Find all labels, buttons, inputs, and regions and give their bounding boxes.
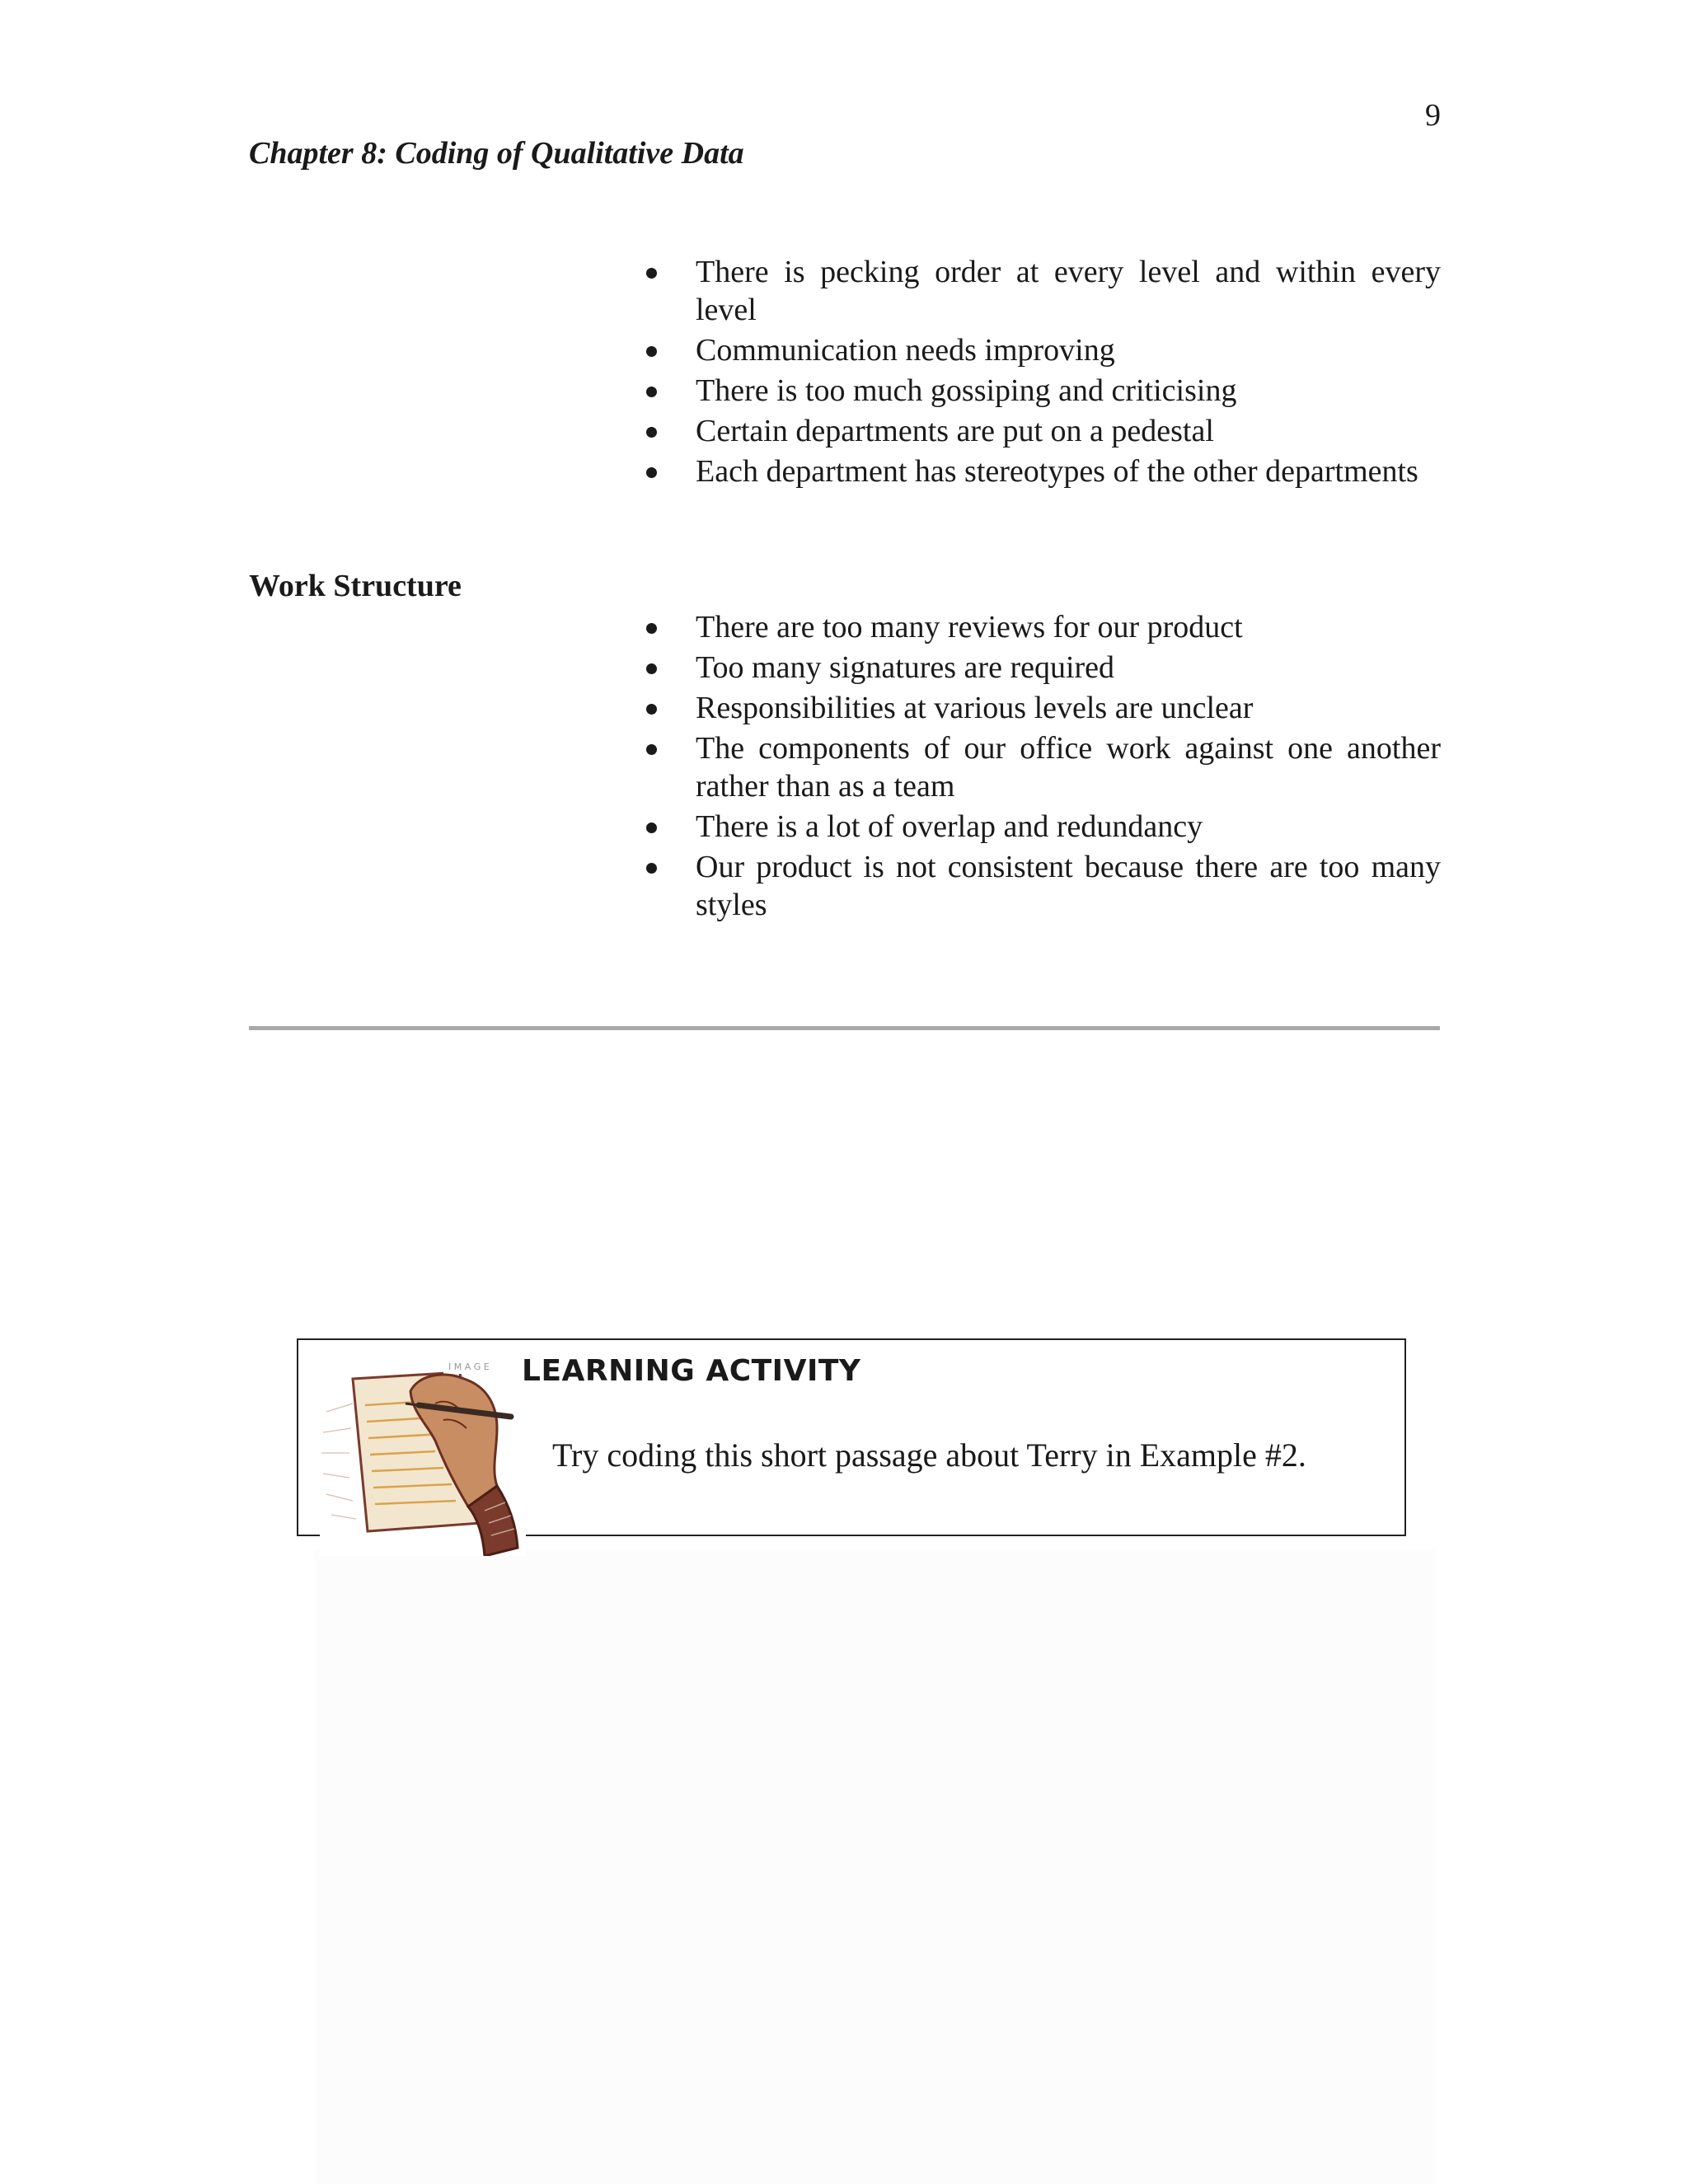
learning-activity-text: Try coding this short passage about Terry in Example #2. xyxy=(552,1436,1306,1474)
list-item xyxy=(641,848,1441,924)
list-item xyxy=(641,689,1441,727)
bullet-list-work-structure xyxy=(641,608,1441,926)
list-item-text: There is too much gossiping and criticising xyxy=(696,373,1237,408)
horizontal-divider xyxy=(249,1026,1440,1030)
list-item-text: Responsibilities at various levels are unclear xyxy=(696,691,1254,725)
list-item-text: There is pecking order at every level and within every level xyxy=(696,255,1441,327)
list-item-text: Each department has stereotypes of the other departments xyxy=(696,454,1418,489)
hand-writing-on-paper-icon xyxy=(320,1354,526,1556)
list-item-text: The components of our office work against one another rather than as a team xyxy=(696,731,1441,804)
list-item xyxy=(641,412,1441,450)
list-item xyxy=(641,372,1441,410)
bullet-icon xyxy=(646,663,657,674)
list-item-text: There are too many reviews for our product xyxy=(696,610,1243,644)
list-item xyxy=(641,808,1441,846)
list-item-text: Too many signatures are required xyxy=(696,650,1115,685)
list-item-text: Certain departments are put on a pedestal xyxy=(696,414,1214,448)
list-item-text: Communication needs improving xyxy=(696,333,1115,368)
list-item xyxy=(641,729,1441,805)
bullet-icon xyxy=(646,863,657,874)
bullet-list-communication xyxy=(641,253,1441,493)
list-item xyxy=(641,253,1441,329)
list-item xyxy=(641,331,1441,369)
bullet-icon xyxy=(646,704,657,715)
section-label-work-structure: Work Structure xyxy=(249,569,462,603)
list-item-text: There is a lot of overlap and redundancy xyxy=(696,809,1203,844)
list-item-text: Our product is not consistent because there are too many styles xyxy=(696,850,1441,922)
list-item xyxy=(641,452,1441,490)
page-number: 9 xyxy=(1425,98,1441,133)
illustration-label: I M A G E xyxy=(448,1361,490,1372)
bullet-icon xyxy=(646,623,657,634)
bullet-icon xyxy=(646,387,657,397)
chapter-title: Chapter 8: Coding of Qualitative Data xyxy=(249,136,744,171)
bullet-icon xyxy=(646,823,657,833)
list-item xyxy=(641,608,1441,646)
bullet-icon xyxy=(646,467,657,478)
bullet-icon xyxy=(646,744,657,755)
bullet-icon xyxy=(646,346,657,357)
page-background-shade xyxy=(315,1549,1436,2184)
bullet-icon xyxy=(646,427,657,438)
list-item xyxy=(641,649,1441,687)
learning-activity-heading: LEARNING ACTIVITY xyxy=(522,1354,861,1388)
bullet-icon xyxy=(646,268,657,279)
